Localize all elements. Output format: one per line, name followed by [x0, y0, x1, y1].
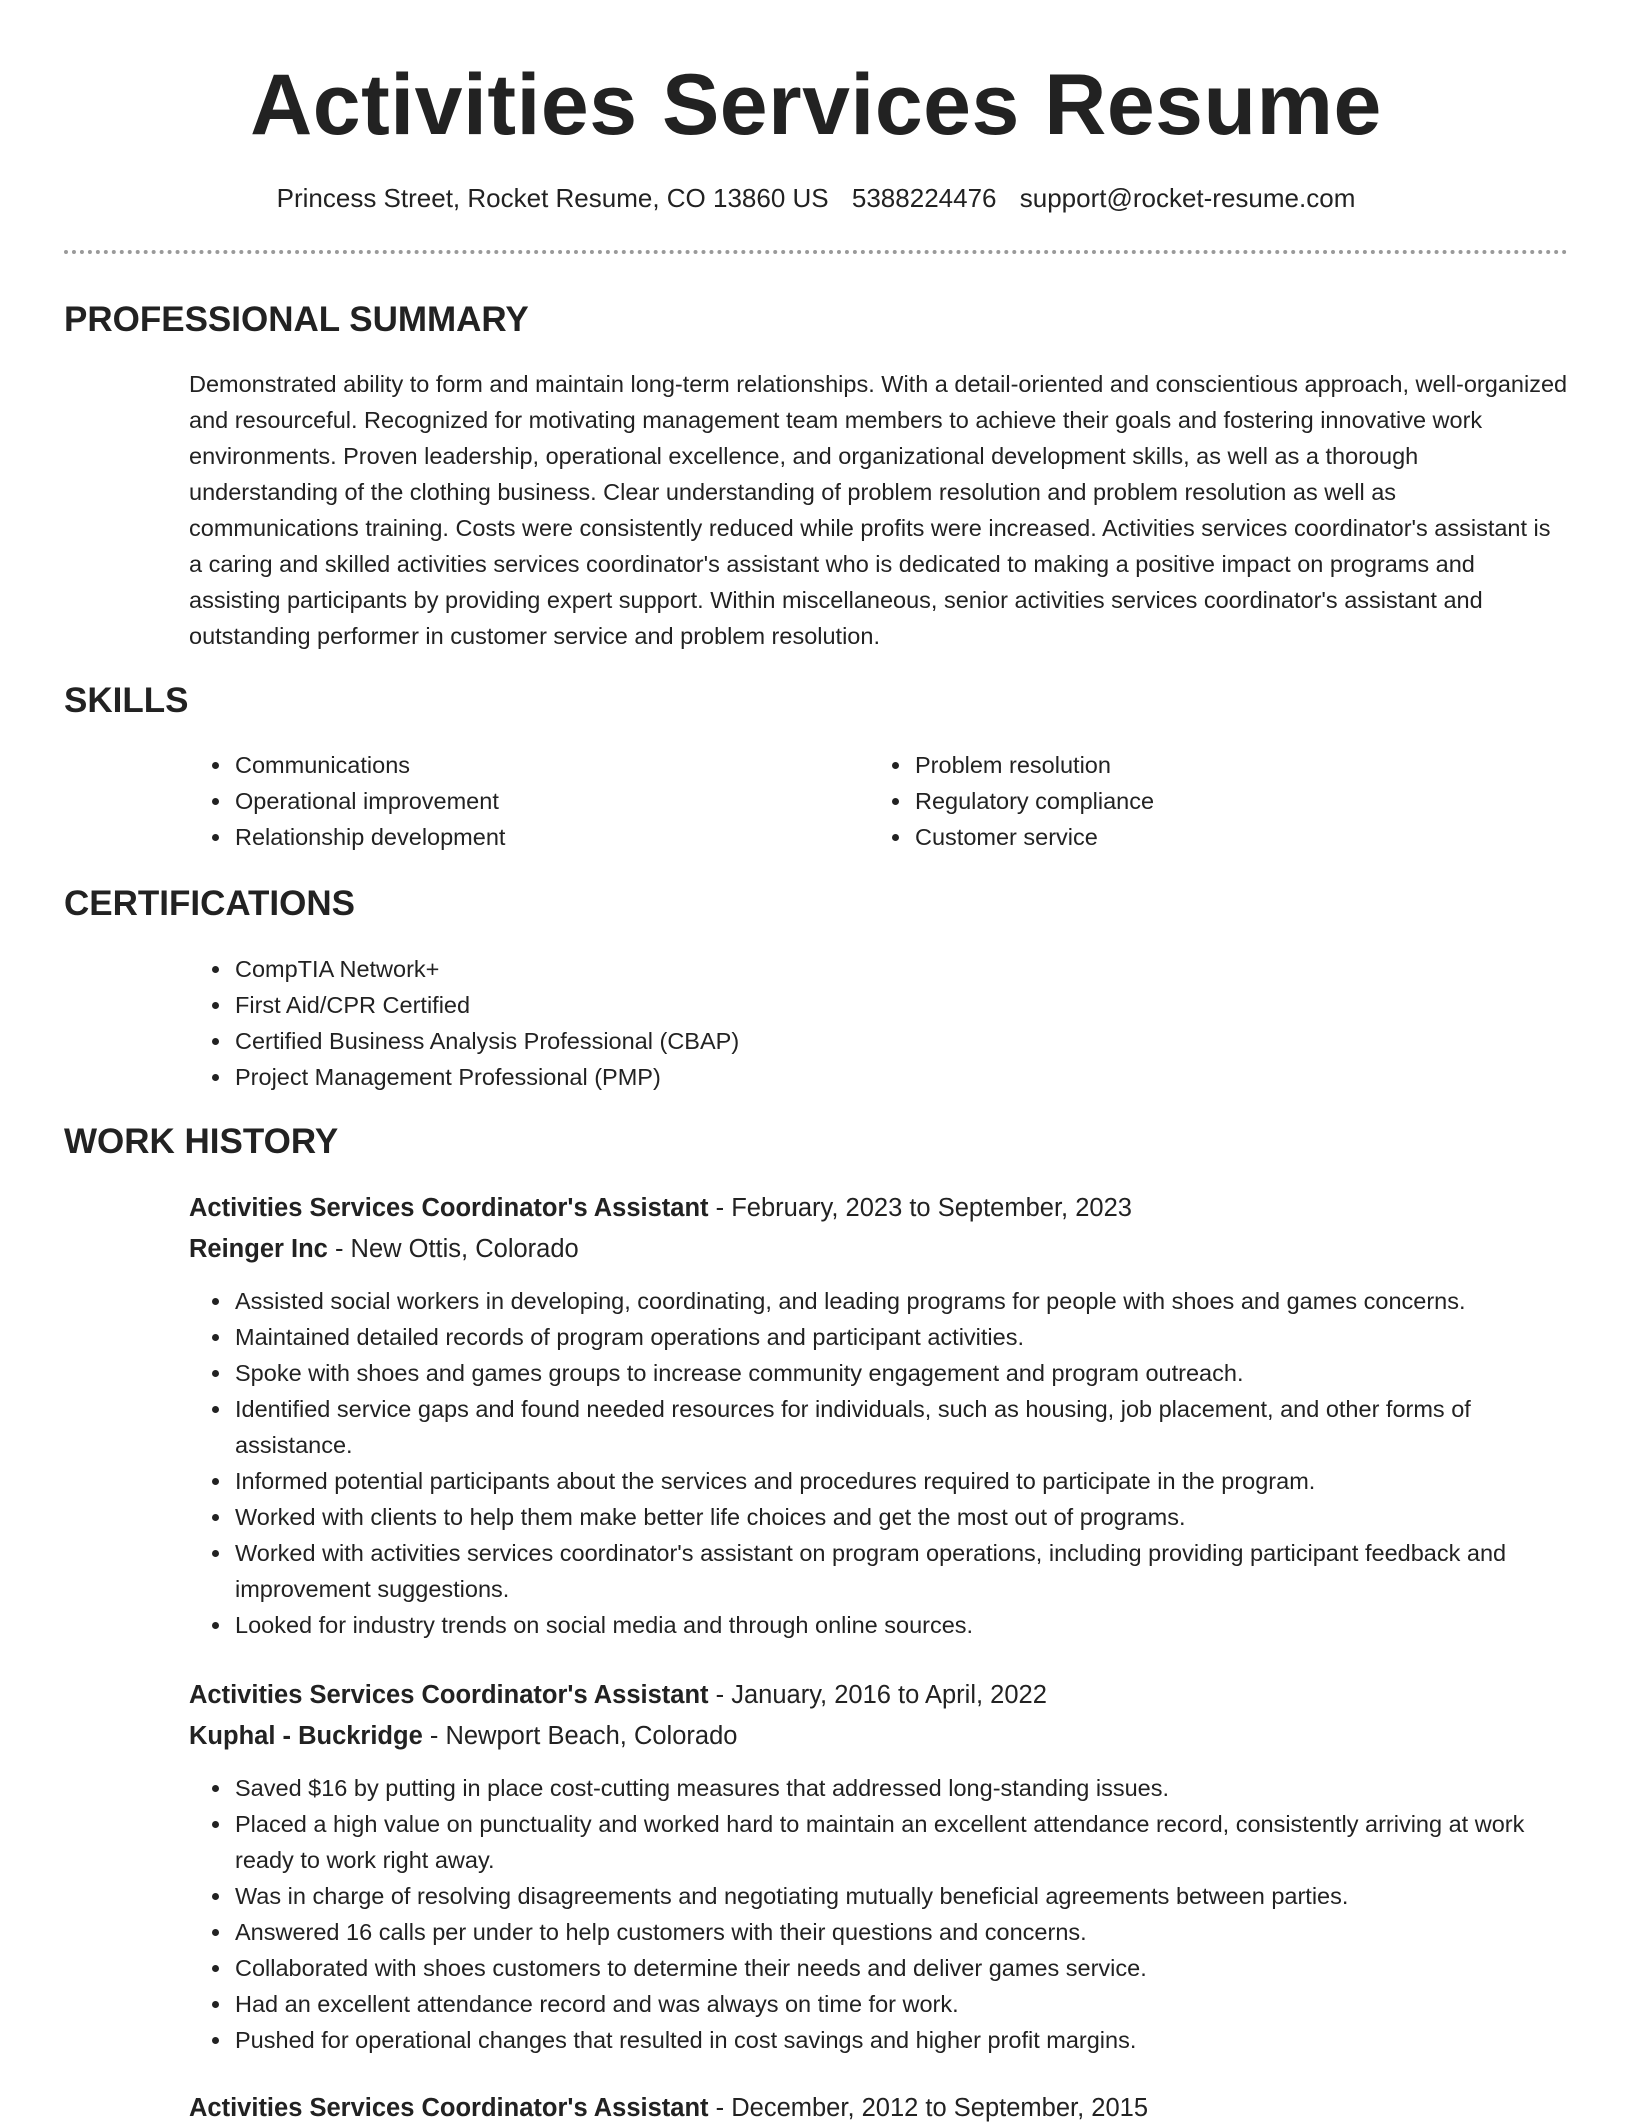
summary-heading: PROFESSIONAL SUMMARY	[64, 300, 529, 339]
job-bullet: • Assisted social workers in developing, coordinating, and leading programs for people with shoes and games concerns.	[233, 1283, 1569, 1319]
job-bullet: • Spoke with shoes and games groups to increase community engagement and program outreach.	[233, 1355, 1569, 1391]
contact-info	[0, 180, 1632, 216]
job-location: - New Ottis, Colorado	[327, 1235, 579, 1263]
job-dates: - January, 2016 to April, 2022	[708, 1681, 1047, 1709]
job-bullets	[189, 1283, 1569, 1643]
skill-item: • Relationship development	[233, 819, 789, 855]
job-bullet: • Answered 16 calls per under to help customers with their questions and concerns.	[233, 1914, 1569, 1950]
resume-title: Activities Services Resume	[250, 57, 1382, 153]
contact-address: Princess Street, Rocket Resume, CO 13860 US	[276, 183, 829, 213]
skill-item: • Problem resolution	[913, 747, 1469, 783]
job-company: Reinger Inc	[189, 1235, 328, 1263]
job-title-line	[189, 1675, 1569, 1715]
skills-column-right	[869, 747, 1469, 855]
job-location: - Newport Beach, Colorado	[422, 1722, 738, 1750]
skills-heading: SKILLS	[64, 681, 189, 720]
job-bullet: • Looked for industry trends on social media and through online sources.	[233, 1607, 1569, 1643]
job-title-line	[189, 1188, 1569, 1228]
skill-item: • Regulatory compliance	[913, 783, 1469, 819]
summary-text: Demonstrated ability to form and maintain long-term relationships. With a detail-oriented and conscientious approach, well-organized and resourceful. Recognized for motivating management team members to achieve their goals and fostering innovative work environments. Proven leadership, operational excellence, and organizational development skills, as well as a thorough understanding of the clothing business. Clear understanding of problem resolution and problem resolution as well as communications training. Costs were consistently reduced while profits were increased. Activities services coordinator's assistant is a caring and skilled activities services coordinator's assistant who is dedicated to making a positive impact on programs and assisting participants by providing expert support. Within miscellaneous, senior activities services coordinator's assistant and outstanding performer in customer service and problem resolution.	[189, 371, 1568, 649]
job-bullet: • Maintained detailed records of program operations and participant activities.	[233, 1319, 1569, 1355]
job-bullet: • Worked with clients to help them make better life choices and get the most out of programs.	[233, 1499, 1569, 1535]
certifications-list	[189, 951, 1189, 1095]
job-bullet: • Placed a high value on punctuality and worked hard to maintain an excellent attendance record, consistently arriving at work ready to work right away.	[233, 1806, 1569, 1878]
job-bullet: • Collaborated with shoes customers to determine their needs and deliver games service.	[233, 1950, 1569, 1986]
certification-item: • CompTIA Network+	[233, 951, 1189, 987]
contact-email: support@rocket-resume.com	[1019, 183, 1356, 213]
job-title-line	[189, 2088, 1569, 2128]
skills-column-left	[189, 747, 789, 855]
job-dates: - February, 2023 to September, 2023	[708, 1194, 1132, 1222]
job-title: Activities Services Coordinator's Assistant	[189, 1681, 709, 1709]
job-dates: - December, 2012 to September, 2015	[708, 2094, 1149, 2122]
job-bullets	[189, 1770, 1569, 2058]
job-bullet: • Saved $16 by putting in place cost-cutting measures that addressed long-standing issues.	[233, 1770, 1569, 1806]
job-company-line	[189, 1716, 1569, 1756]
skill-item: • Operational improvement	[233, 783, 789, 819]
job-bullet: • Had an excellent attendance record and was always on time for work.	[233, 1986, 1569, 2022]
skill-item: • Customer service	[913, 819, 1469, 855]
certification-item: • Project Management Professional (PMP)	[233, 1059, 1189, 1095]
job-bullet: • Pushed for operational changes that resulted in cost savings and higher profit margins.	[233, 2022, 1569, 2058]
certification-item: • First Aid/CPR Certified	[233, 987, 1189, 1023]
contact-phone: 5388224476	[851, 183, 997, 213]
job-bullet: • Identified service gaps and found needed resources for individuals, such as housing, job placement, and other forms of assistance.	[233, 1391, 1569, 1463]
job-bullet: • Worked with activities services coordinator's assistant on program operations, including providing participant feedback and improvement suggestions.	[233, 1535, 1569, 1607]
job-company-line	[189, 1229, 1569, 1269]
job-bullet: • Informed potential participants about the services and procedures required to participate in the program.	[233, 1463, 1569, 1499]
job-title: Activities Services Coordinator's Assistant	[189, 1194, 709, 1222]
certifications-heading: CERTIFICATIONS	[64, 884, 356, 923]
work-history-heading: WORK HISTORY	[64, 1122, 339, 1161]
certification-item: • Certified Business Analysis Professional (CBAP)	[233, 1023, 1189, 1059]
skill-item: • Communications	[233, 747, 789, 783]
header-divider	[64, 250, 1568, 254]
job-bullet: • Was in charge of resolving disagreements and negotiating mutually beneficial agreements between parties.	[233, 1878, 1569, 1914]
job-title: Activities Services Coordinator's Assistant	[189, 2094, 709, 2122]
job-company: Kuphal - Buckridge	[189, 1722, 423, 1750]
